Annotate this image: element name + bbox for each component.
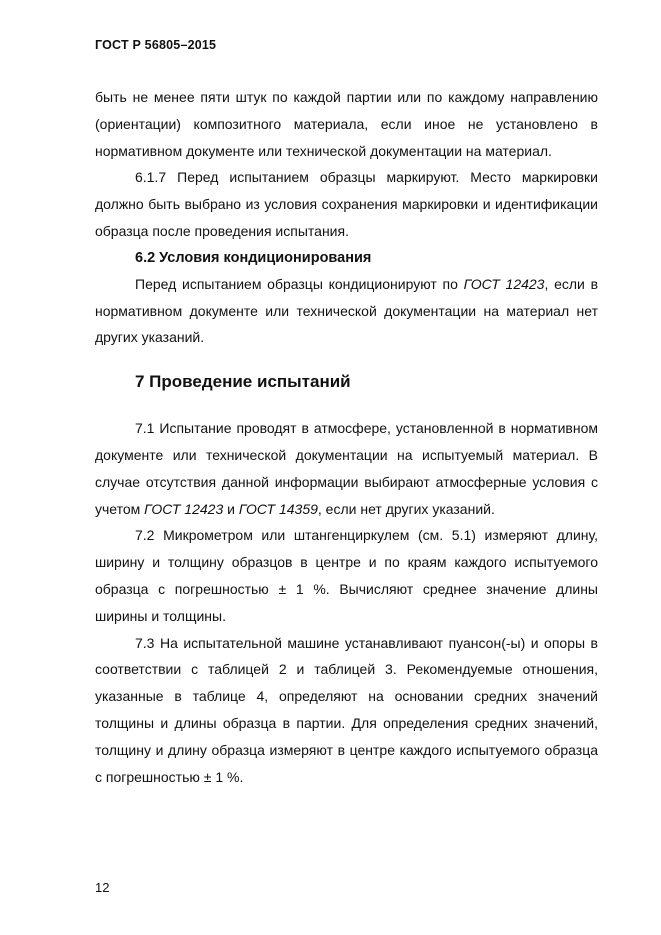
paragraph-7-1 xyxy=(95,415,598,522)
text-span: 7.1 Испытание проводят в атмосфере, установленной в нормативном документе или технической документации на испытуемый материал. В случае отсутствия данной информации выбирают атмосферные условия с учетом xyxy=(95,420,598,517)
paragraph-continuation: быть не менее пяти штук по каждой партии или по каждому направлению (ориентации) композитного материала, если иное не установлено в нормативном документе или технической документации на материал. xyxy=(95,89,598,159)
document-header: ГОСТ Р 56805–2015 xyxy=(95,38,217,52)
page-number: 12 xyxy=(95,880,110,895)
section-heading-7: 7 Проведение испытаний xyxy=(135,372,351,392)
paragraph-7-3: 7.3 На испытательной машине устанавливают пуансон(-ы) и опоры в соответствии с таблицей 2 и таблицей 3. Рекомендуемые отношения, указанные в таблице 4, определяют на основании средних значений толщины и длины образца в партии. Для определения средних значений, толщину и длину образца измеряют в центре каждого испытуемого образца с погрешностью ± 1 %. xyxy=(95,634,598,785)
paragraph-7-2: 7.2 Микрометром или штангенциркулем (см. 5.1) измеряют длину, ширину и толщину образцов в центре и по краям каждого испытуемого образца с погрешностью ± 1 %. Вычисляют среднее значение длины ширины и толщины. xyxy=(95,527,598,624)
page-body xyxy=(95,84,598,790)
text-span: Перед испытанием образцы кондиционируют по xyxy=(135,275,464,292)
text-span: , если в нормативном документе или технической документации на материал нет других указаний. xyxy=(95,275,599,346)
standard-reference: ГОСТ 12423 xyxy=(463,275,545,292)
standard-reference: ГОСТ 12423 xyxy=(144,500,224,517)
standard-reference: ГОСТ 14359 xyxy=(238,500,318,517)
text-span: и xyxy=(223,500,239,517)
paragraph-6-2 xyxy=(95,271,598,351)
section-heading-6-2: 6.2 Условия кондиционирования xyxy=(135,249,372,266)
text-span: , если нет других указаний. xyxy=(317,500,495,517)
paragraph-6-1-7: 6.1.7 Перед испытанием образцы маркируют. Место маркировки должно быть выбрано из условия сохранения маркировки и идентификации образца после проведения испытания. xyxy=(95,169,598,239)
